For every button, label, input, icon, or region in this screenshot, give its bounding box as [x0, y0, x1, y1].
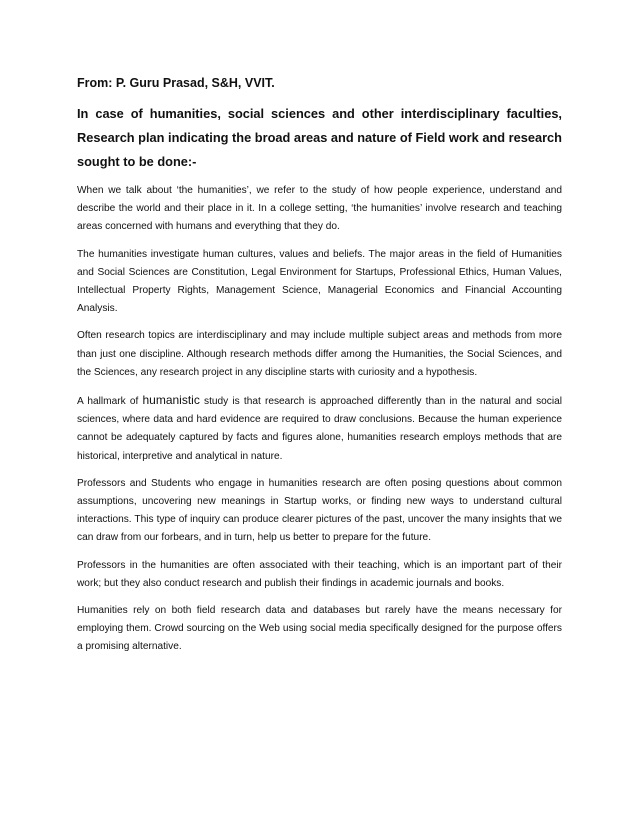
hallmark-text-after: study is that research is approached differently than in the natural and social sciences, where data and hard evidence are required to draw conclusions. Because the human experience cannot be adequately captured by facts and figures alone, humanities research employs methods that are historical, interpretive and analytical in nature.: [77, 396, 562, 462]
paragraph-research-questions: Professors and Students who engage in humanities research are often posing questions about common assumptions, uncovering new meanings in Startup works, or finding new ways to understand cultural interactions. This type of inquiry can produce clearer pictures of the past, uncover the many insights that we can draw from our forbears, and in turn, help us better to prepare for the future.: [77, 477, 562, 544]
paragraph-interdisciplinary: Often research topics are interdisciplinary and may include multiple subject areas and methods from more than just one discipline. Although research methods differ among the Humanities, the Social Sciences, and the Sciences, any research project in any discipline starts with curiosity and a hypothesis.: [77, 330, 562, 378]
paragraph-teaching-research: Professors in the humanities are often associated with their teaching, which is an important part of their work; but they also conduct research and publish their findings in academic journals and books.: [77, 559, 562, 589]
paragraph-humanities-definition: When we talk about ‘the humanities’, we refer to the study of how people experience, understand and describe the world and their place in it. In a college setting, ‘the humanities’ involve research and teaching areas concerned with humans and everything that they do.: [77, 185, 562, 233]
paragraph-crowd-sourcing: Humanities rely on both field research data and databases but rarely have the means necessary for employing them. Crowd sourcing on the Web using social media specifically designed for the purpose offers a promising alternative.: [77, 605, 562, 653]
document-heading: In case of humanities, social sciences and other interdisciplinary faculties, Research plan indicating the broad areas and nature of Field work and research sought to be done:-: [77, 106, 562, 169]
hallmark-highlight-word: humanistic: [142, 393, 200, 408]
from-line: From: P. Guru Prasad, S&H, VVIT.: [77, 76, 275, 90]
paragraph-major-areas: The humanities investigate human cultures, values and beliefs. The major areas in the field of Humanities and Social Sciences are Constitution, Legal Environment for Startups, Professional Ethics, Human Values, Intellectual Property Rights, Management Science, Managerial Economics and Financial Accounting Analysis.: [77, 248, 562, 315]
document-page: [77, 74, 562, 666]
paragraph-hallmark: [77, 391, 562, 466]
hallmark-text-before: A hallmark of: [77, 396, 143, 408]
